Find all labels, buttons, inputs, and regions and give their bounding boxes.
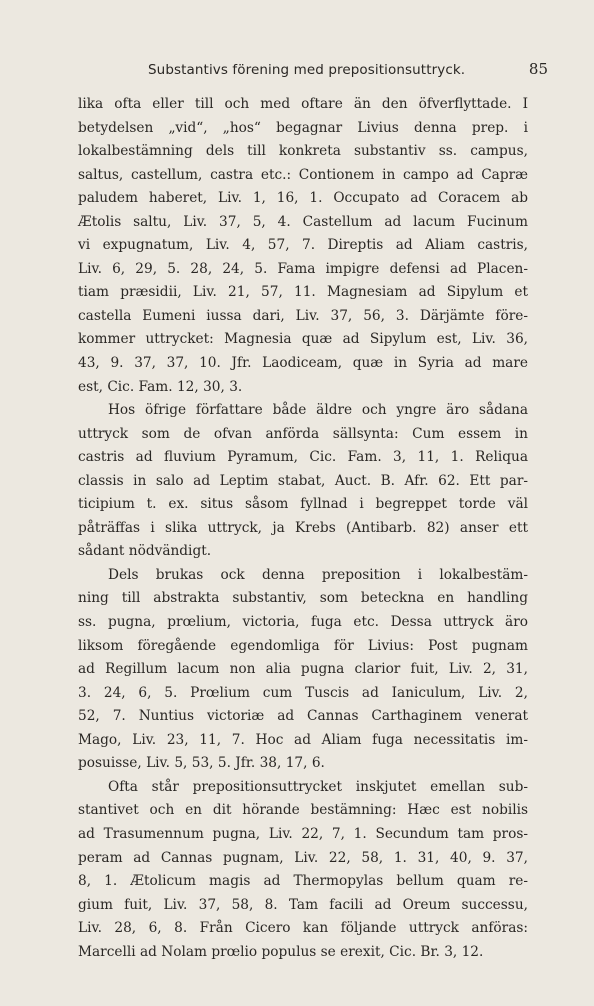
- text-line: sådant nödvändigt.: [78, 543, 212, 560]
- text-line: lika ofta eller till och med oftare än den öfverflyttade. I: [78, 96, 528, 112]
- text-line: Liv. 28, 6, 8. Från Cicero kan följande uttryck anföras:: [78, 920, 528, 937]
- body-text: [78, 93, 528, 964]
- text-line: saltus, castellum, castra etc.: Contionem in campo ad Capræ: [78, 166, 528, 183]
- text-line: ad Trasumennum pugna, Liv. 22, 7, 1. Secundum tam pros-: [78, 825, 528, 842]
- text-line: tiam præsidii, Liv. 21, 57, 11. Magnesiam ad Sipylum et: [78, 284, 528, 301]
- text-line: castris ad fluvium Pyramum, Cic. Fam. 3, 11, 1. Reliqua: [78, 449, 528, 466]
- text-line: ad Regillum lacum non alia pugna clarior fuit, Liv. 2, 31,: [78, 661, 528, 678]
- text-line: uttryck som de ofvan anförda sällsynta: Cum essem in: [78, 425, 528, 442]
- text-line: vi expugnatum, Liv. 4, 57, 7. Direptis ad Aliam castris,: [78, 237, 528, 254]
- text-line: betydelsen „vid“, „hos“ begagnar Livius denna prep. i: [78, 119, 528, 136]
- text-line: Ofta står prepositionsuttrycket inskjutet emellan sub-: [108, 778, 528, 795]
- text-line: Mago, Liv. 23, 11, 7. Hoc ad Aliam fuga necessitatis im-: [78, 731, 528, 748]
- text-line: paludem haberet, Liv. 1, 16, 1. Occupato ad Coracem ab: [78, 190, 528, 207]
- text-line: kommer uttrycket: Magnesia quæ ad Sipylum est, Liv. 36,: [78, 331, 528, 348]
- text-line: ss. pugna, prœlium, victoria, fuga etc. Dessa uttryck äro: [78, 614, 528, 631]
- text-line: Marcelli ad Nolam prœlio populus se erexit, Cic. Br. 3, 12.: [78, 943, 484, 960]
- running-header: [78, 62, 548, 84]
- text-line: 52, 7. Nuntius victoriæ ad Cannas Carthaginem venerat: [78, 708, 528, 725]
- text-line: gium fuit, Liv. 37, 58, 8. Tam facili ad Oreum successu,: [78, 896, 528, 913]
- text-line: ticipium t. ex. situs såsom fyllnad i begreppet torde väl: [78, 496, 528, 513]
- text-line: est, Cic. Fam. 12, 30, 3.: [78, 378, 243, 395]
- text-line: peram ad Cannas pugnam, Liv. 22, 58, 1. 31, 40, 9. 37,: [78, 849, 528, 866]
- text-line: lokalbestämning dels till konkreta substantiv ss. campus,: [78, 143, 528, 160]
- text-line: 8, 1. Ætolicum magis ad Thermopylas bellum quam re-: [78, 873, 528, 890]
- text-line: Dels brukas ock denna preposition i lokalbestäm-: [108, 566, 528, 583]
- text-line: Hos öfrige författare både äldre och yngre äro sådana: [108, 402, 528, 419]
- text-line: 3. 24, 6, 5. Prœlium cum Tuscis ad Ianiculum, Liv. 2,: [78, 684, 528, 701]
- text-line: classis in salo ad Leptim stabat, Auct. B. Afr. 62. Ett par-: [78, 472, 528, 489]
- text-line: Liv. 6, 29, 5. 28, 24, 5. Fama impigre defensi ad Placen-: [78, 260, 528, 277]
- text-line: liksom föregående egendomliga för Livius: Post pugnam: [78, 637, 528, 654]
- page-number: 85: [528, 60, 548, 78]
- text-line: Ætolis saltu, Liv. 37, 5, 4. Castellum ad lacum Fucinum: [78, 213, 528, 230]
- text-line: påträffas i slika uttryck, ja Krebs (Antibarb. 82) anser ett: [78, 519, 528, 536]
- text-line: posuisse, Liv. 5, 53, 5. Jfr. 38, 17, 6.: [78, 755, 325, 772]
- text-line: castella Eumeni iussa dari, Liv. 37, 56, 3. Därjämte före-: [78, 307, 528, 324]
- text-line: ning till abstrakta substantiv, som beteckna en handling: [78, 590, 528, 607]
- text-line: 43, 9. 37, 37, 10. Jfr. Laodiceam, quæ in Syria ad mare: [78, 355, 528, 372]
- running-title: Substantivs förening med prepositionsuttryck.: [148, 62, 466, 78]
- text-line: stantivet och en dit hörande bestämning: Hæc est nobilis: [78, 802, 528, 819]
